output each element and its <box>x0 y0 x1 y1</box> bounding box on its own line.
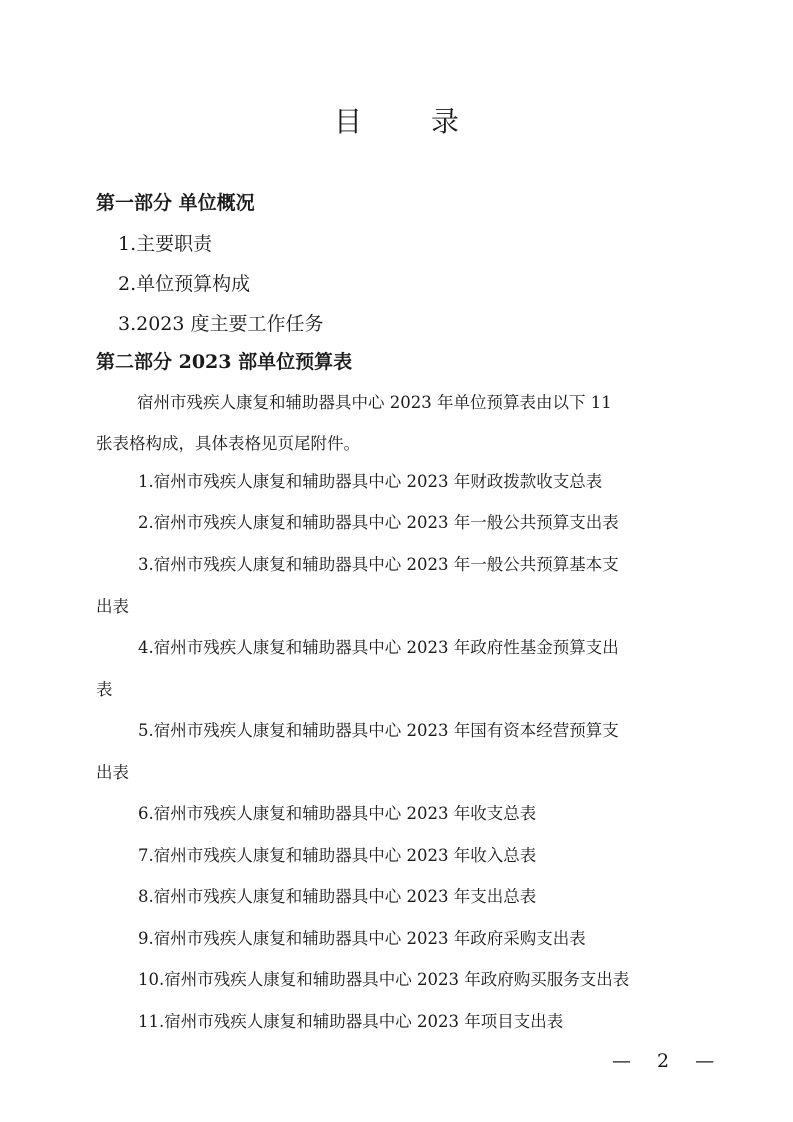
table-item-8: 8.宿州市残疾人康复和辅助器具中心 2023 年支出总表 <box>138 887 537 906</box>
table-item-5: 5.宿州市残疾人康复和辅助器具中心 2023 年国有资本经营预算支 <box>138 721 619 740</box>
table-item-9: 9.宿州市残疾人康复和辅助器具中心 2023 年政府采购支出表 <box>138 929 586 948</box>
table-item-3: 3.宿州市残疾人康复和辅助器具中心 2023 年一般公共预算基本支 <box>138 555 619 574</box>
table-item-2: 2.宿州市残疾人康复和辅助器具中心 2023 年一般公共预算支出表 <box>138 513 619 532</box>
table-item-10: 10.宿州市残疾人康复和辅助器具中心 2023 年政府购买服务支出表 <box>138 970 630 989</box>
table-item-7: 7.宿州市残疾人康复和辅助器具中心 2023 年收入总表 <box>138 846 537 865</box>
part2-heading: 第二部分 2023 部单位预算表 <box>96 351 353 373</box>
table-item-3-continued: 出表 <box>96 597 129 616</box>
part1-item-2: 2.单位预算构成 <box>118 273 251 295</box>
intro-line-2: 张表格构成，具体表格见页尾附件。 <box>96 434 360 453</box>
table-item-1: 1.宿州市残疾人康复和辅助器具中心 2023 年财政拨款收支总表 <box>138 472 603 491</box>
page-number: — 2 — <box>612 1050 725 1072</box>
part1-item-3: 3.2023 度主要工作任务 <box>118 313 324 335</box>
table-item-4-continued: 表 <box>96 680 113 699</box>
page-title: 目 录 <box>334 105 489 138</box>
table-item-4: 4.宿州市残疾人康复和辅助器具中心 2023 年政府性基金预算支出 <box>138 638 619 657</box>
table-item-11: 11.宿州市残疾人康复和辅助器具中心 2023 年项目支出表 <box>138 1012 564 1031</box>
part1-item-1: 1.主要职责 <box>118 233 213 255</box>
part1-heading: 第一部分 单位概况 <box>96 192 255 214</box>
table-item-6: 6.宿州市残疾人康复和辅助器具中心 2023 年收支总表 <box>138 804 537 823</box>
table-item-5-continued: 出表 <box>96 763 129 782</box>
intro-line-1: 宿州市残疾人康复和辅助器具中心 2023 年单位预算表由以下 11 <box>137 393 612 412</box>
